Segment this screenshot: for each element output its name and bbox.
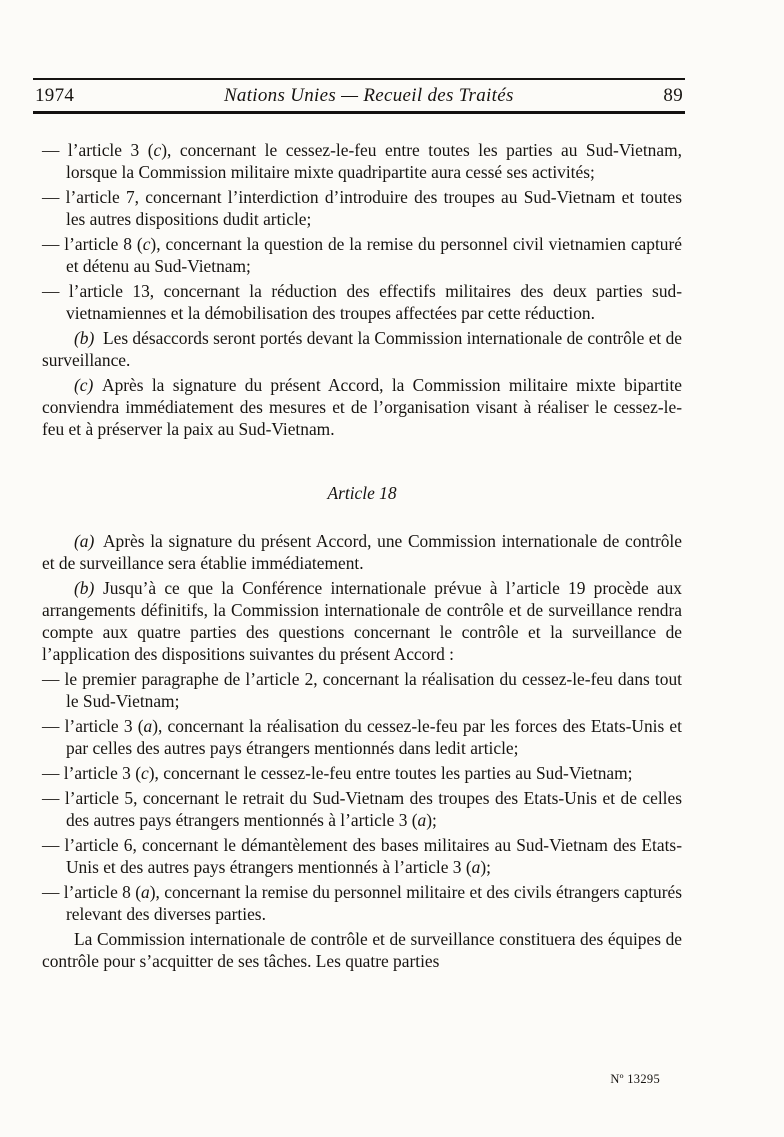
text-segment: (b) xyxy=(74,328,95,348)
paragraph xyxy=(42,715,682,759)
paragraph xyxy=(42,762,682,784)
text-segment: Jusqu’à ce que la Conférence internationale prévue à l’article 19 procède aux arrangements définitifs, la Commission internationale de contrôle et de surveillance rendra compte aux quatre parties des questions concernant le contrôle et la surveillance de l’application des dispositions suivantes du présent Accord : xyxy=(42,578,682,664)
text-segment: Article 18 xyxy=(327,483,397,503)
text-segment: ), concernant le cessez-le-feu entre toutes les parties au Sud-Vietnam; xyxy=(148,763,633,783)
header-bottom-rule xyxy=(33,111,685,114)
paragraph xyxy=(42,881,682,925)
treaty-number: Nº 13295 xyxy=(610,1072,660,1086)
text-segment: — l’article 8 ( xyxy=(42,882,142,902)
paragraph xyxy=(42,530,682,574)
text-segment: a xyxy=(141,882,150,902)
page-header xyxy=(33,78,685,114)
paragraph xyxy=(42,577,682,665)
text-segment: ), concernant le cessez-le-feu entre toutes les parties au Sud-Vietnam, lorsque la Commission militaire mixte quadripartite aura cessé ses activités; xyxy=(66,140,682,182)
text-segment: (a) xyxy=(74,531,95,551)
text-segment: Après la signature du présent Accord, une Commission internationale de contrôle et de surveillance sera établie immédiatement. xyxy=(42,531,682,573)
text-segment: a xyxy=(417,810,427,830)
document-body xyxy=(42,139,682,975)
text-segment: a xyxy=(471,857,481,877)
text-segment: — l’article 13, concernant la réduction des effectifs militaires des deux parties sud-vietnamiennes et la démobilisation des troupes affectées par cette réduction. xyxy=(42,281,682,323)
text-segment: — l’article 3 ( xyxy=(42,716,144,736)
paragraph xyxy=(42,233,682,277)
paragraph xyxy=(42,280,682,324)
paragraph xyxy=(42,834,682,878)
text-segment: ); xyxy=(426,810,437,830)
text-segment: — l’article 7, concernant l’interdiction d’introduire des troupes au Sud-Vietnam et toutes les autres dispositions dudit article; xyxy=(42,187,682,229)
text-segment: — l’article 3 ( xyxy=(42,763,141,783)
text-segment: c xyxy=(141,763,149,783)
text-segment: (b) xyxy=(74,578,95,598)
text-segment: ), concernant la question de la remise du personnel civil vietnamien capturé et détenu au Sud-Vietnam; xyxy=(66,234,682,276)
text-segment: — le premier paragraphe de l’article 2, concernant la réalisation du cessez-le-feu dans tout le Sud-Vietnam; xyxy=(42,669,682,711)
text-segment: a xyxy=(143,716,153,736)
paragraph xyxy=(42,668,682,712)
text-segment: (c) xyxy=(74,375,94,395)
paragraph xyxy=(42,186,682,230)
text-segment: — l’article 8 ( xyxy=(42,234,143,254)
text-segment: ), concernant la réalisation du cessez-le-feu par les forces des Etats-Unis et par celles des autres pays étrangers mentionnés dans ledit article; xyxy=(66,716,682,758)
text-segment: ); xyxy=(480,857,491,877)
paragraph xyxy=(42,787,682,831)
paragraph xyxy=(42,374,682,440)
paragraph xyxy=(42,139,682,183)
header-year: 1974 xyxy=(35,85,75,106)
text-segment: Les désaccords seront portés devant la Commission internationale de contrôle et de surveillance. xyxy=(42,328,683,370)
header-row xyxy=(33,80,685,111)
header-title: Nations Unies — Recueil des Traités xyxy=(223,85,514,106)
text-segment: — l’article 6, concernant le démantèlement des bases militaires au Sud-Vietnam des Etats-Unis et des autres pays étrangers mentionnés à l’article 3 ( xyxy=(42,835,682,877)
text-segment: — l’article 3 ( xyxy=(42,140,154,160)
text-segment: Après la signature du présent Accord, la Commission militaire mixte bipartite conviendra immédiatement des mesures et de l’organisation visant à réaliser le cessez-le-feu et à préserver la paix au Sud-Vietnam. xyxy=(42,375,682,439)
paragraph xyxy=(42,327,682,371)
text-segment: La Commission internationale de contrôle et de surveillance constituera des équipes de contrôle pour s’acquitter de ses tâches. Les quatre parties xyxy=(42,929,682,971)
text-segment: ), concernant la remise du personnel militaire et des civils étrangers capturés relevant des diverses parties. xyxy=(66,882,682,924)
text-segment: c xyxy=(142,234,151,254)
header-page-number: 89 xyxy=(663,85,683,106)
text-segment: c xyxy=(153,140,162,160)
text-segment: — l’article 5, concernant le retrait du Sud-Vietnam des troupes des Etats-Unis et de celles des autres pays étrangers mentionnés à l’article 3 ( xyxy=(42,788,682,830)
article-heading xyxy=(42,482,682,504)
paragraph xyxy=(42,928,682,972)
